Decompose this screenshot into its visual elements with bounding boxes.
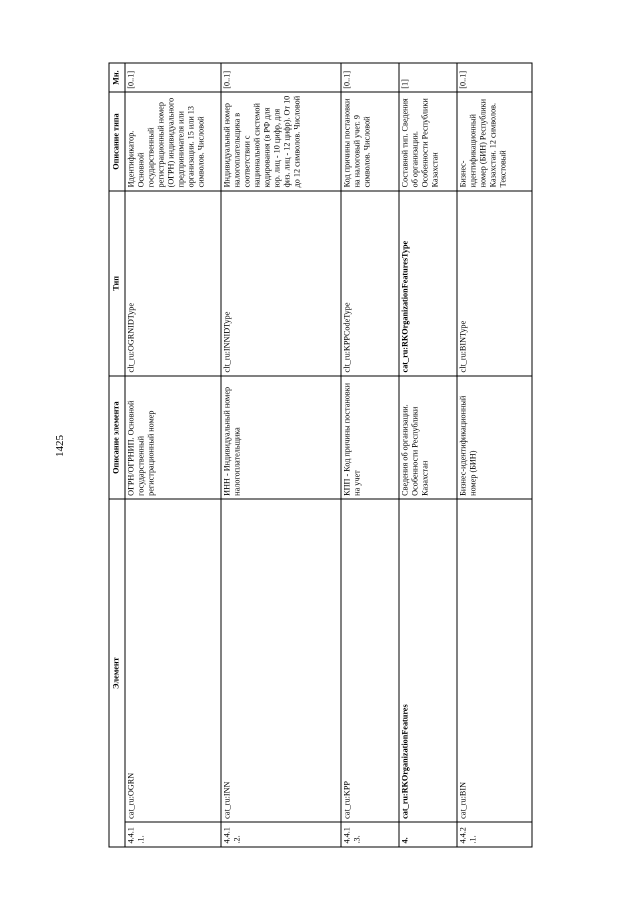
type-description: Идентификатор. Основной государственный регистрационный номер (ОГРН) индивидуального предпринимателя или организации. 15 или 13 символов. Числовой [125, 92, 221, 191]
element-name: cat_ru:OGRN [125, 499, 221, 822]
type-name: clt_ru:BINType [457, 191, 532, 376]
multiplicity: [1] [399, 63, 457, 92]
header-element: Элемент [109, 499, 125, 847]
element-name: cat_ru:KPP [341, 499, 399, 822]
row-number: 4. [399, 822, 457, 847]
table-row [341, 63, 399, 847]
type-description: Код причины постановки на налоговый учет. 9 символов. Числовой [341, 92, 399, 191]
table-row [125, 63, 221, 847]
header-row [109, 63, 125, 847]
row-number: 4.4.2.1. [457, 822, 532, 847]
element-name: cat_ru:INN [221, 499, 341, 822]
row-number: 4.4.1.1. [125, 822, 221, 847]
header-type: Тип [109, 191, 125, 376]
element-description: Бизнес-идентификационный номер (БИН) [457, 376, 532, 499]
spec-table-rotated [109, 63, 532, 848]
page-number: 1425 [54, 435, 66, 457]
multiplicity: [0..1] [341, 63, 399, 92]
table-row [399, 63, 457, 847]
table-row [457, 63, 532, 847]
element-name: cat_ru:RKOrganizationFeatures [399, 499, 457, 822]
multiplicity: [0..1] [125, 63, 221, 92]
header-multiplicity: Мн. [109, 63, 125, 92]
type-name: cat_ru:RKOrganizationFeaturesType [399, 191, 457, 376]
multiplicity: [0..1] [221, 63, 341, 92]
header-element-description: Описание элемента [109, 376, 125, 499]
type-description: Составной тип. Сведения об организации. Особенности Республики Казахстан [399, 92, 457, 191]
element-description: КПП - Код причины постановки на учет [341, 376, 399, 499]
type-name: clt_ru:OGRNIDType [125, 191, 221, 376]
multiplicity: [0..1] [457, 63, 532, 92]
table-row [221, 63, 341, 847]
type-name: clt_ru:INNIDType [221, 191, 341, 376]
element-description: ОГРН/ОГРНИП. Основной государственный регистрационный номер [125, 376, 221, 499]
row-number: 4.4.1.2. [221, 822, 341, 847]
element-description: ИНН - Индивидуальный номер налогоплательщика [221, 376, 341, 499]
type-description: Бизнес-идентификационный номер (БИН) Республики Казахстан. 12 символов. Текстовый [457, 92, 532, 191]
row-number: 4.4.1.3. [341, 822, 399, 847]
type-description: Индивидуальный номер налогоплательщика в соответствии с национальной системой кодирования (в РФ для юр. лиц - 10 цифр, для физ. лиц - 12 цифр). От 10 до 12 символов. Числовой [221, 92, 341, 191]
header-type-description: Описание типа [109, 92, 125, 191]
type-name: clt_ru:KPPCodeType [341, 191, 399, 376]
element-name: cat_ru:BIN [457, 499, 532, 822]
spec-table [109, 63, 533, 848]
element-description: Сведения об организации. Особенности Республики Казахстан [399, 376, 457, 499]
